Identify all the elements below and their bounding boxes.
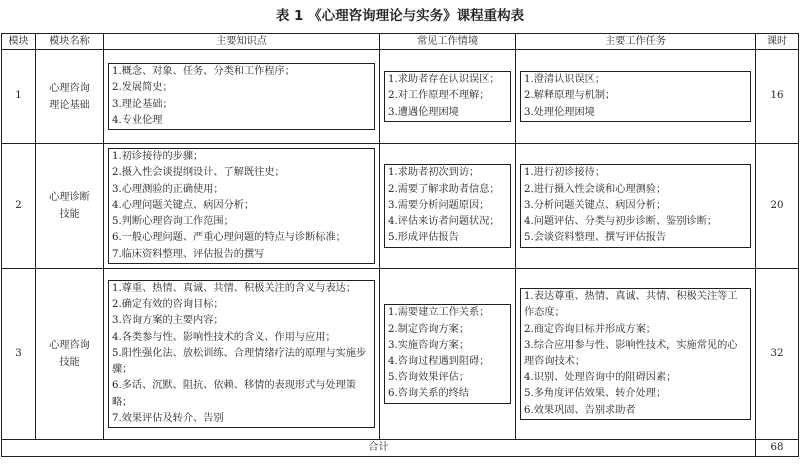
module-name: 心理诊断技能 [36,144,104,269]
list-item: 5.咨询效果评估； [388,372,470,384]
list-item: 6.一般心理问题、严重心理问题的特点与诊断标准； [112,232,346,244]
hours-value: 20 [756,144,799,269]
list-item: 3.需要分析问题原因； [388,199,490,211]
list-item: 5.会谈资料整理、撰写评估报告 [524,232,667,244]
situations-cell [380,269,516,440]
situations-list [384,164,511,247]
list-item: 4.心理问题关键点、病因分析； [112,199,255,211]
module-name: 心理咨询技能 [36,269,104,440]
list-item: 1.概念、对象、任务、分类和工作程序； [112,66,295,78]
list-item: 5.判断心理咨询工作范围； [112,216,234,228]
table-row [2,50,799,144]
list-item: 7.临床资料整理、评估报告的撰写 [112,248,265,260]
tasks-cell [516,144,756,269]
header-module-name: 模块名称 [36,34,104,50]
total-row [2,440,799,457]
list-item: 3.咨询方案的主要内容； [112,315,224,327]
list-item: 4.专业伦理 [112,114,163,126]
table-title: 表 1 《心理咨询理论与实务》课程重构表 [275,8,525,24]
list-item: 3.遭遇伦理困境 [388,106,459,118]
list-item: 3.实施咨询方案； [388,339,470,351]
table-row [2,144,799,269]
header-tasks: 主要工作任务 [516,34,756,50]
total-hours: 68 [756,440,799,457]
hours-value: 16 [756,50,799,144]
list-item: 3.处理伦理困境 [524,106,595,118]
list-item: 6.咨询关系的终结 [388,388,470,400]
list-item: 1.进行初诊接待； [524,167,606,179]
list-item: 2.摄入性会谈提纲设计、了解既往史； [112,167,285,179]
list-item: 1.澄清认识误区； [524,74,606,86]
tasks-cell [516,269,756,440]
list-item: 3.心理测验的正确使用； [112,183,224,195]
list-item: 1.求助者初次到访； [388,167,480,179]
module-number: 2 [2,144,36,269]
list-item: 2.发展简史； [112,82,173,94]
list-item: 4.识别、处理咨询中的阻碍因素； [524,372,677,384]
list-item: 3.分析问题关键点、病因分析； [524,199,667,211]
table-row [2,269,799,440]
list-item: 6.多话、沉默、阻抗、依赖、移情的表现形式与处理策略； [112,380,357,408]
situations-cell [380,50,516,144]
header-row [2,34,799,50]
list-item: 5.阳性强化法、放松训练、合理情绪疗法的原理与实施步骤； [112,347,367,376]
situations-cell [380,144,516,269]
knowledge-cell [104,50,380,144]
knowledge-list [108,280,375,428]
list-item: 2.对工作原理不理解； [388,90,490,102]
list-item: 4.问题评估、分类与初步诊断、鉴别诊断； [524,216,718,228]
knowledge-list [108,148,375,263]
header-knowledge: 主要知识点 [104,34,380,50]
knowledge-cell [104,269,380,440]
list-item: 3.理论基础； [112,98,173,110]
knowledge-list [108,63,375,130]
list-item: 2.解释原理与机制； [524,90,616,102]
module-number: 3 [2,269,36,440]
list-item: 5.形成评估报告 [388,232,459,244]
list-item: 4.咨询过程遇到阻碍； [388,356,490,367]
total-label: 合计 [2,440,756,457]
list-item: 1.尊重、热情、真诚、共情、积极关注的含义与表达； [112,283,357,295]
hours-value: 32 [756,269,799,440]
list-item: 2.进行摄入性会谈和心理测验； [524,183,667,195]
tasks-list [520,164,751,247]
situations-list [384,304,511,403]
list-item: 1.需要建立工作关系； [388,307,490,319]
knowledge-cell [104,144,380,269]
module-name: 心理咨询理论基础 [36,50,104,144]
list-item: 2.需要了解求助者信息； [388,183,500,195]
list-item: 1.表达尊重、热情、真诚、共情、积极关注等工作态度； [524,291,738,319]
module-number: 1 [2,50,36,144]
list-item: 5.多角度评估效果、转介处理； [524,388,667,400]
list-item: 1.求助者存在认识误区； [388,74,500,86]
list-item: 6.效果巩固、告别求助者 [524,404,636,416]
tasks-list [520,288,751,420]
list-item: 2.制定咨询方案； [388,323,470,335]
list-item: 2.确定有效的咨询目标； [112,299,224,311]
tasks-cell [516,50,756,144]
list-item: 3.综合应用参与性、影响性技术，实施常见的心理咨询技术； [524,339,738,367]
list-item: 7.效果评估及转介、告别 [112,412,224,424]
situations-list [384,71,511,122]
list-item: 4.评估来访者问题状况； [388,216,500,228]
header-module: 模块 [2,34,36,50]
course-table [1,33,799,457]
list-item: 4.各类参与性、影响性技术的含义、作用与应用； [112,331,336,343]
list-item: 2.商定咨询目标并形成方案； [524,323,656,335]
header-hours: 课时 [756,34,799,50]
list-item: 1.初诊接待的步骤； [112,151,204,163]
header-situations: 常见工作情境 [380,34,516,50]
tasks-list [520,71,751,122]
